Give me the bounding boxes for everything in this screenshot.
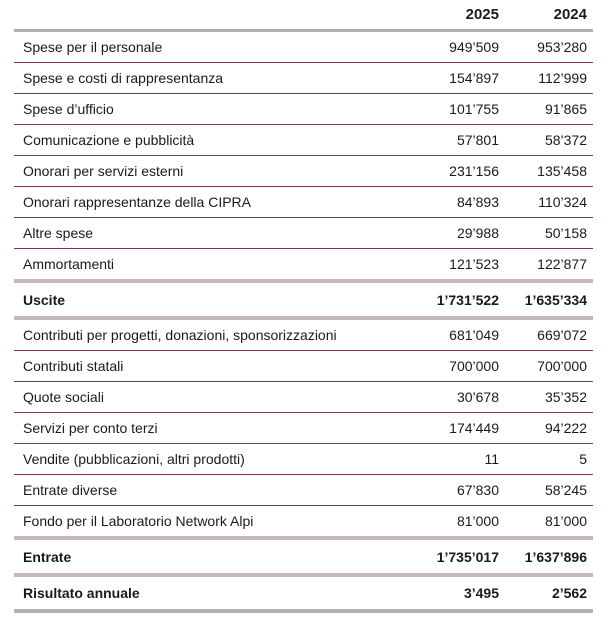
value-current: 154’897 [449, 70, 499, 86]
value-previous: 58’245 [544, 482, 587, 498]
table-row [14, 382, 593, 413]
value-current: 1’735’017 [436, 549, 499, 565]
value-current: 29’988 [456, 225, 499, 241]
value-current: 3’495 [463, 585, 499, 601]
value-current: 67’830 [456, 482, 499, 498]
row-label: Vendite (pubblicazioni, altri prodotti) [23, 451, 245, 467]
table-row [14, 32, 593, 63]
value-previous: 35’352 [544, 389, 587, 405]
value-current: 11 [484, 451, 499, 467]
table-row [14, 444, 593, 475]
value-previous: 135’458 [537, 163, 587, 179]
value-previous: 1’637’896 [524, 549, 587, 565]
financial-table [14, 32, 593, 613]
value-previous: 58’372 [544, 132, 587, 148]
value-previous: 2’562 [551, 585, 587, 601]
value-current: 81’000 [456, 513, 499, 529]
value-previous: 5 [579, 451, 587, 467]
table-row [14, 125, 593, 156]
table-row [14, 156, 593, 187]
row-label: Onorari rappresentanze della CIPRA [23, 194, 252, 210]
row-label: Spese per il personale [23, 39, 163, 55]
value-previous: 81’000 [544, 513, 587, 529]
row-label: Uscite [23, 292, 66, 308]
table-row [14, 94, 593, 125]
value-current: 231’156 [449, 163, 499, 179]
bottom-rule [14, 609, 593, 613]
table-row [14, 351, 593, 382]
table-row [14, 187, 593, 218]
value-previous: 91’865 [544, 101, 587, 117]
value-current: 1’731’522 [436, 292, 499, 308]
row-label: Spese d’ufficio [23, 101, 114, 117]
table-row [14, 218, 593, 249]
row-label: Entrate diverse [23, 482, 118, 498]
table-row [14, 320, 593, 351]
table-row [14, 249, 593, 279]
row-label: Contributi statali [23, 358, 124, 374]
row-label: Quote sociali [23, 389, 104, 405]
annual-result-row [14, 577, 593, 609]
value-current: 57’801 [456, 132, 499, 148]
value-previous: 953’280 [537, 39, 587, 55]
table-header [14, 0, 593, 30]
table-row [14, 63, 593, 94]
value-current: 681’049 [449, 327, 499, 343]
value-current: 101’755 [449, 101, 499, 117]
value-previous: 110’324 [538, 194, 587, 210]
row-label: Fondo per il Laboratorio Network Alpi [23, 513, 254, 529]
value-previous: 122’877 [537, 256, 587, 272]
row-label: Onorari per servizi esterni [23, 163, 184, 179]
value-current: 949’509 [449, 39, 499, 55]
value-current: 700’000 [449, 358, 499, 374]
value-current: 84’893 [456, 194, 499, 210]
year-previous-header: 2024 [553, 6, 587, 23]
table-row [14, 413, 593, 444]
row-label: Altre spese [23, 225, 94, 241]
row-label: Spese e costi di rappresentanza [23, 70, 224, 86]
value-previous: 669’072 [537, 327, 587, 343]
value-current: 30’678 [456, 389, 499, 405]
table-row [14, 506, 593, 536]
value-previous: 94’222 [544, 420, 587, 436]
value-current: 121’523 [449, 256, 499, 272]
value-previous: 112’999 [538, 70, 587, 86]
income-total-row [14, 540, 593, 573]
expenses-total-row [14, 283, 593, 316]
value-current: 174’449 [449, 420, 499, 436]
row-label: Servizi per conto terzi [23, 420, 158, 436]
value-previous: 1’635’334 [524, 292, 587, 308]
row-label: Contributi per progetti, donazioni, sponsorizzazioni [23, 327, 337, 343]
table-row [14, 475, 593, 506]
row-label: Risultato annuale [23, 585, 140, 601]
value-previous: 700’000 [537, 358, 587, 374]
row-label: Ammortamenti [23, 256, 115, 272]
year-current-header: 2025 [465, 6, 499, 23]
row-label: Entrate [23, 549, 72, 565]
row-label: Comunicazione e pubblicità [23, 132, 195, 148]
value-previous: 50’158 [544, 225, 587, 241]
